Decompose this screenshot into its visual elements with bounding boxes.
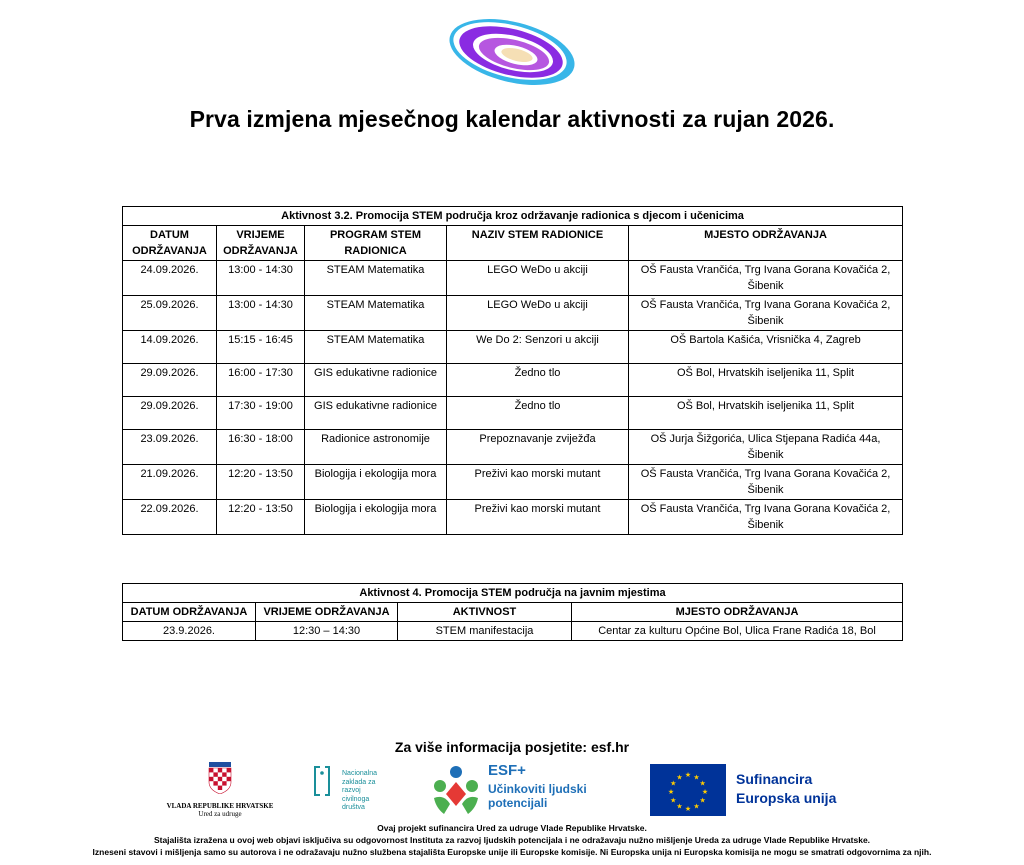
cell-date: 23.9.2026. — [123, 622, 256, 641]
cell-workshop: We Do 2: Senzori u akciji — [447, 331, 629, 364]
cell-time: 17:30 - 19:00 — [217, 397, 305, 430]
cell-program: GIS edukativne radionice — [305, 364, 447, 397]
svg-text:★: ★ — [693, 802, 700, 811]
column-header-date: DATUM ODRŽAVANJA — [123, 603, 256, 622]
cell-time: 15:15 - 16:45 — [217, 331, 305, 364]
svg-text:★: ★ — [684, 805, 692, 813]
disclaimer-line: Ovaj projekt sufinancira Ured za udruge Vlade Republike Hrvatske. — [377, 823, 647, 833]
disclaimer-line: Izneseni stavovi i mišljenja samo su autorova i ne odražavaju nužno službena stajališta Europske unije ili Europske komisije. Ni Europska unija ni Europska komisija ne mogu se smatrati odgovornima za njih. — [92, 847, 932, 857]
cell-time: 12:20 - 13:50 — [217, 465, 305, 500]
column-header-time: VRIJEME ODRŽAVANJA — [256, 603, 398, 622]
cell-date: 21.09.2026. — [123, 465, 217, 500]
national-foundation-logo — [314, 764, 404, 820]
cell-time: 13:00 - 14:30 — [217, 296, 305, 331]
cell-location: OŠ Fausta Vrančića, Trg Ivana Gorana Kovačića 2, Šibenik — [629, 261, 903, 296]
cell-location: OŠ Fausta Vrančića, Trg Ivana Gorana Kovačića 2, Šibenik — [629, 465, 903, 500]
cell-date: 29.09.2026. — [123, 397, 217, 430]
table-row — [123, 331, 903, 364]
croatian-government-logo — [160, 762, 280, 820]
cell-time: 13:00 - 14:30 — [217, 261, 305, 296]
table-row — [123, 364, 903, 397]
eu-cofinanced-logo — [650, 764, 860, 818]
cell-workshop: LEGO WeDo u akciji — [447, 261, 629, 296]
page-title: Prva izmjena mjesečnog kalendar aktivnosti za rujan 2026. — [189, 106, 835, 132]
disclaimer-line: Stajališta izražena u ovoj web objavi isključiva su odgovornost Instituta za razvoj ljudskih potencijala i ne odražavaju nužno mišljenje Ureda za udruge Vlade Republike Hrvatske. — [153, 835, 871, 845]
cell-program: STEAM Matematika — [305, 331, 447, 364]
cell-program: Radionice astronomije — [305, 430, 447, 465]
more-info-text: Za više informacija posjetite: esf.hr — [394, 739, 630, 755]
cell-date: 22.09.2026. — [123, 500, 217, 535]
column-header-date: DATUM ODRŽAVANJA — [123, 226, 217, 261]
cell-program: GIS edukativne radionice — [305, 397, 447, 430]
esf-program-name: Učinkoviti ljudski potencijali — [488, 782, 587, 810]
column-header-activity: AKTIVNOST — [398, 603, 572, 622]
foundation-name: Nacionalna zaklada za razvoj civilnoga društva — [342, 770, 378, 811]
cell-date: 23.09.2026. — [123, 430, 217, 465]
cell-workshop: Žedno tlo — [447, 364, 629, 397]
eu-flag-icon — [650, 764, 726, 816]
cell-date: 29.09.2026. — [123, 364, 217, 397]
svg-text:★: ★ — [667, 788, 675, 796]
cell-program: STEAM Matematika — [305, 261, 447, 296]
organization-logo — [444, 12, 580, 94]
table-row — [123, 465, 903, 500]
cell-location: OŠ Bartola Kašića, Vrisnička 4, Zagreb — [629, 331, 903, 364]
cell-date: 24.09.2026. — [123, 261, 217, 296]
cell-time: 16:00 - 17:30 — [217, 364, 305, 397]
cell-workshop: LEGO WeDo u akciji — [447, 296, 629, 331]
croatian-coat-of-arms-icon — [207, 762, 233, 794]
esf-plus-logo — [430, 762, 620, 820]
cell-program: Biologija i ekologija mora — [305, 500, 447, 535]
cell-location: OŠ Bol, Hrvatskih iseljenika 11, Split — [629, 364, 903, 397]
table-row — [123, 500, 903, 535]
cell-time: 16:30 - 18:00 — [217, 430, 305, 465]
svg-text:★: ★ — [676, 802, 683, 811]
government-name: VLADA REPUBLIKE HRVATSKE — [166, 802, 274, 810]
column-header-location: MJESTO ODRŽAVANJA — [572, 603, 903, 622]
office-name: Ured za udruge — [198, 810, 242, 818]
activity-3-2-table — [122, 206, 903, 535]
cell-program: STEAM Matematika — [305, 296, 447, 331]
table-caption: Aktivnost 4. Promocija STEM područja na javnim mjestima — [123, 584, 903, 603]
cell-workshop: Žedno tlo — [447, 397, 629, 430]
cell-date: 25.09.2026. — [123, 296, 217, 331]
esf-brand: ESF+ — [488, 762, 526, 779]
svg-text:★: ★ — [670, 796, 677, 805]
activity-4-table — [122, 583, 903, 641]
cell-location: OŠ Jurja Šižgorića, Ulica Stjepana Radića 44a, Šibenik — [629, 430, 903, 465]
cell-location: OŠ Bol, Hrvatskih iseljenika 11, Split — [629, 397, 903, 430]
table-row — [123, 296, 903, 331]
svg-text:★: ★ — [684, 771, 692, 779]
cell-program: Biologija i ekologija mora — [305, 465, 447, 500]
cell-activity: STEM manifestacija — [398, 622, 572, 641]
table-row — [123, 261, 903, 296]
cell-location: Centar za kulturu Općine Bol, Ulica Frane Radića 18, Bol — [572, 622, 903, 641]
svg-text:★: ★ — [699, 796, 706, 805]
disclaimer — [0, 822, 1024, 858]
svg-text:★: ★ — [699, 779, 706, 788]
svg-text:★: ★ — [670, 779, 677, 788]
table-row — [123, 397, 903, 430]
cell-location: OŠ Fausta Vrančića, Trg Ivana Gorana Kovačića 2, Šibenik — [629, 296, 903, 331]
bracket-icon — [314, 766, 330, 796]
svg-text:★: ★ — [693, 773, 700, 782]
cell-location: OŠ Fausta Vrančića, Trg Ivana Gorana Kovačića 2, Šibenik — [629, 500, 903, 535]
eu-text: Sufinancira Europska unija — [736, 771, 837, 806]
table-row — [123, 622, 903, 641]
cell-workshop: Preživi kao morski mutant — [447, 500, 629, 535]
column-header-workshop-name: NAZIV STEM RADIONICE — [447, 226, 629, 261]
esf-people-icon — [430, 764, 482, 816]
column-header-time: VRIJEME ODRŽAVANJA — [217, 226, 305, 261]
column-header-program: PROGRAM STEM RADIONICA — [305, 226, 447, 261]
cell-workshop: Prepoznavanje zviježđa — [447, 430, 629, 465]
svg-text:★: ★ — [676, 773, 683, 782]
table-caption: Aktivnost 3.2. Promocija STEM područja kroz održavanje radionica s djecom i učenicima — [123, 207, 903, 226]
table-row — [123, 430, 903, 465]
cell-time: 12:20 - 13:50 — [217, 500, 305, 535]
cell-date: 14.09.2026. — [123, 331, 217, 364]
svg-text:★: ★ — [701, 788, 709, 796]
cell-time: 12:30 – 14:30 — [256, 622, 398, 641]
cell-workshop: Preživi kao morski mutant — [447, 465, 629, 500]
column-header-location: MJESTO ODRŽAVANJA — [629, 226, 903, 261]
